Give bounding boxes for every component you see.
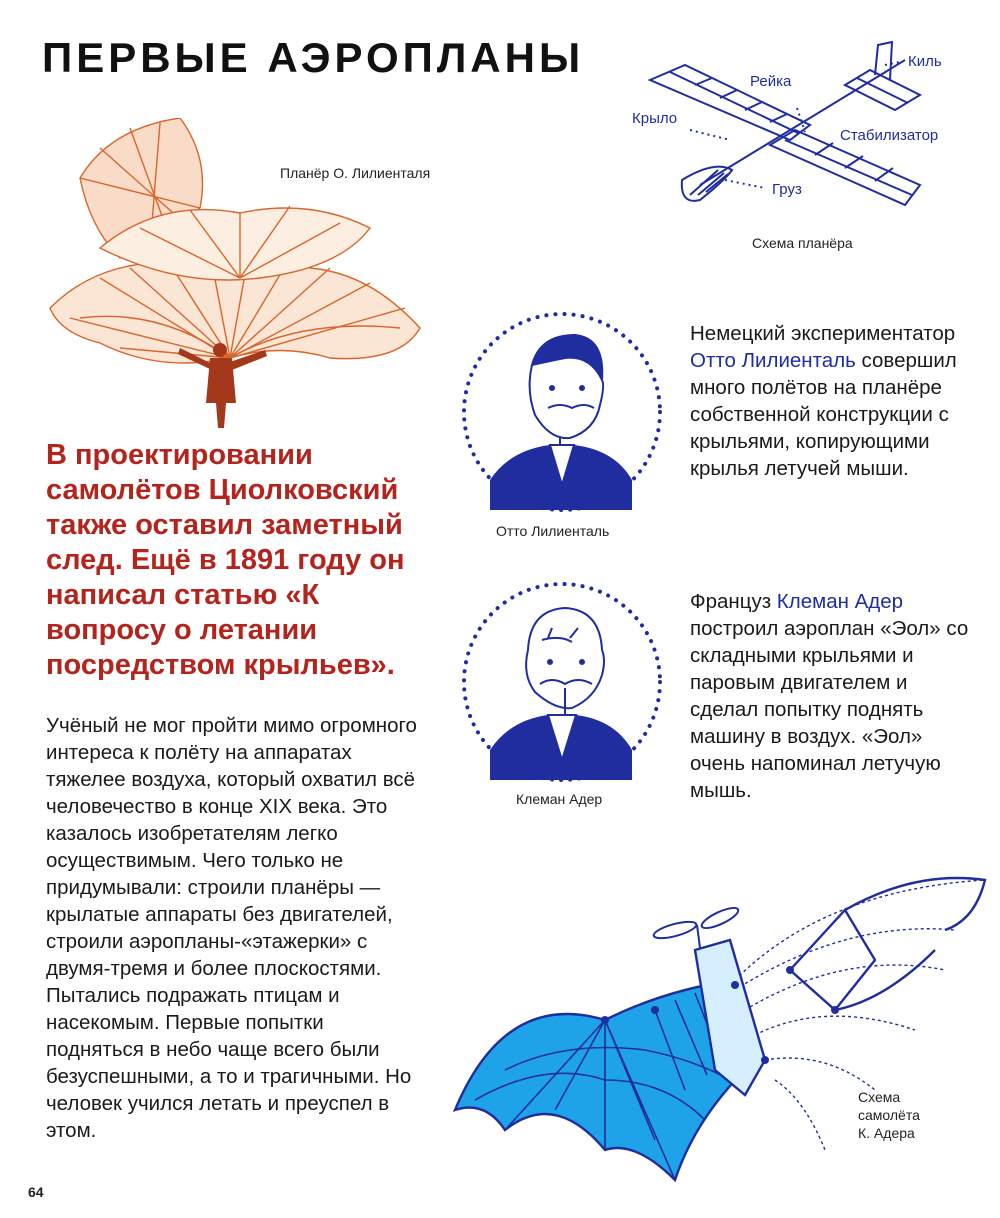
ader-scheme-caption-line1: Схема: [858, 1089, 901, 1105]
label-weight: Груз: [772, 181, 802, 198]
ader-scheme-caption-line3: К. Адера: [858, 1125, 915, 1141]
ader-name-highlight: Клеман Адер: [776, 590, 904, 613]
glider-scheme-diagram: [620, 40, 980, 230]
lilienthal-text-before: Немецкий экспериментатор: [690, 322, 956, 345]
lilienthal-name-highlight: Отто Лилиенталь: [690, 349, 856, 372]
page-title: ПЕРВЫЕ АЭРОПЛАНЫ: [42, 34, 585, 81]
label-wing: Крыло: [632, 110, 678, 127]
lead-paragraph: В проектировании самолётов Циолковский также оставил заметный след. Ещё в 1891 году он написал статью «К вопросу о летании посредством крыльев».: [46, 439, 405, 681]
glider-scheme-caption: Схема планёра: [752, 235, 853, 251]
lilienthal-portrait: [460, 310, 664, 514]
body-paragraph: Учёный не мог пройти мимо огромного интереса к полёту на аппаратах тяжелее воздуха, который охватил всё человечество в конце XIX века. Это казалось изобретателям легко осуществимым. Чего только не придумывали: строили планёры — крылатые аппараты без двигателей, строили аэропланы-«этажерки» с двумя-тремя и более плоскостями. Пытались подражать птицам и насекомым. Первые попытки подняться в небо чаще всего были безуспешными, а то и трагичными. Но человек учился летать и преуспел в этом.: [46, 714, 417, 1142]
ader-scheme-caption-line2: самолёта: [858, 1107, 920, 1123]
ader-text-before: Француз: [690, 590, 777, 613]
ader-scheme-caption: [858, 1088, 920, 1142]
label-rail: Рейка: [750, 73, 792, 90]
lilienthal-caption: Отто Лилиенталь: [496, 523, 610, 539]
page-number: 64: [28, 1184, 44, 1200]
label-stabilizer: Стабилизатор: [840, 127, 939, 144]
ader-text-after: построил аэроплан «Эол» со складными крыльями и паровым двигателем и сделал попытку поднять машину в воздух. «Эол» очень напоминал летучую мышь.: [690, 617, 969, 802]
ader-portrait: [460, 580, 664, 784]
lilienthal-paragraph: [690, 320, 980, 482]
lilienthal-text-after: совершил много полётов на планёре собственной конструкции с крыльями, копирующими крылья летучей мыши.: [690, 349, 957, 480]
label-keel: Киль: [908, 53, 942, 70]
ader-caption: Клеман Адер: [516, 791, 603, 807]
glider-photo-caption: Планёр О. Лилиенталя: [280, 165, 431, 181]
ader-paragraph: [690, 588, 980, 804]
